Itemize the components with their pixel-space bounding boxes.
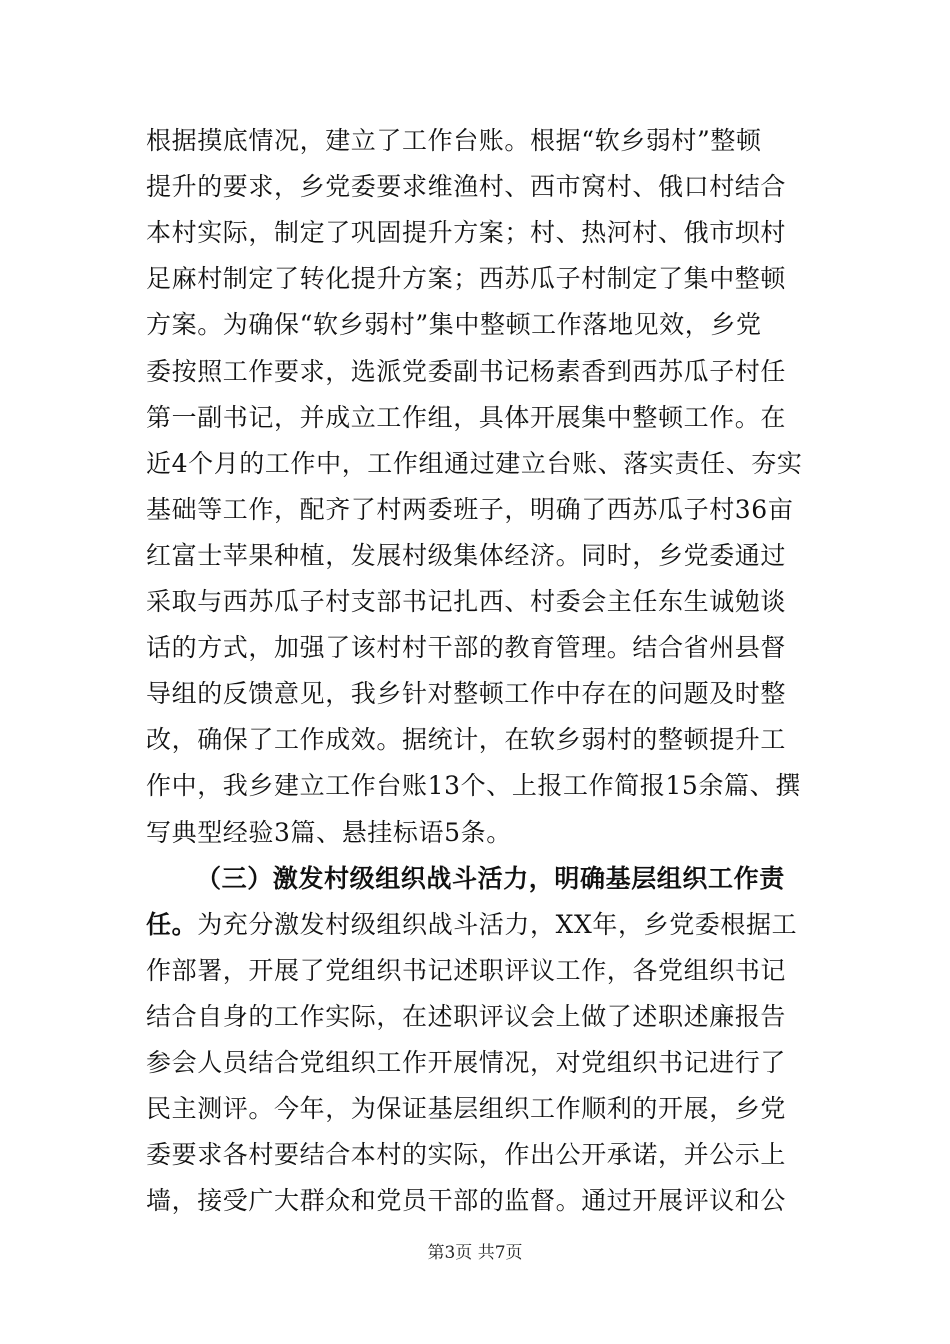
body-text-line: 方案。为确保“软乡弱村”集中整顿工作落地见效，乡党 (146, 310, 762, 339)
body-text-line: 提升的要求，乡党委要求维渔村、西市窝村、俄口村结合 (146, 172, 787, 201)
body-text-line: 近4个月的工作中，工作组通过建立台账、落实责任、夯实 (146, 449, 803, 478)
body-text-line: 足麻村制定了转化提升方案；西苏瓜子村制定了集中整顿 (146, 264, 787, 293)
body-text-line: 话的方式，加强了该村村干部的教育管理。结合省州县督 (146, 633, 787, 662)
body-text-line: 委按照工作要求，选派党委副书记杨素香到西苏瓜子村任 (146, 357, 787, 386)
body-text-line: 民主测评。今年，为保证基层组织工作顺利的开展，乡党 (146, 1094, 787, 1123)
body-text-span: 为充分激发村级组织战斗活力，XX年，乡党委根据工 (197, 910, 798, 939)
body-text-line: 墙，接受广大群众和党员干部的监督。通过开展评议和公 (146, 1186, 787, 1215)
body-text-line: 本村实际，制定了巩固提升方案；村、热河村、俄市坝村 (146, 218, 787, 247)
body-text-line: 写典型经验3篇、悬挂标语5条。 (146, 818, 512, 847)
body-text-line: 委要求各村要结合本村的实际，作出公开承诺，并公示上 (146, 1140, 787, 1169)
body-text-line: 第一副书记，并成立工作组，具体开展集中整顿工作。在 (146, 403, 787, 432)
section-heading: （三）激发村级组织战斗活力，明确基层组织工作责 (196, 864, 785, 893)
body-text-line: 作部署，开展了党组织书记述职评议工作，各党组织书记 (146, 956, 787, 985)
body-text-line: 红富士苹果种植，发展村级集体经济。同时，乡党委通过 (146, 541, 787, 570)
page-number-footer: 第3页 共7页 (427, 1243, 523, 1263)
body-text-line: 结合自身的工作实际，在述职评议会上做了述职述廉报告 (146, 1002, 787, 1031)
body-text-line: 参会人员结合党组织工作开展情况，对党组织书记进行了 (146, 1048, 787, 1077)
body-text-line: 改，确保了工作成效。据统计，在软乡弱村的整顿提升工 (146, 725, 787, 754)
body-text-line: 导组的反馈意见，我乡针对整顿工作中存在的问题及时整 (146, 679, 787, 708)
body-text-line: 根据摸底情况，建立了工作台账。根据“软乡弱村”整顿 (146, 126, 762, 155)
section-heading-end: 任。 (146, 910, 198, 939)
body-text-line: 采取与西苏瓜子村支部书记扎西、村委会主任东生诚勉谈 (146, 587, 787, 616)
body-text-line (146, 910, 797, 940)
body-text-line: 基础等工作，配齐了村两委班子，明确了西苏瓜子村36亩 (146, 495, 794, 524)
body-text-line: 作中，我乡建立工作台账13个、上报工作简报15余篇、撰 (146, 771, 801, 800)
